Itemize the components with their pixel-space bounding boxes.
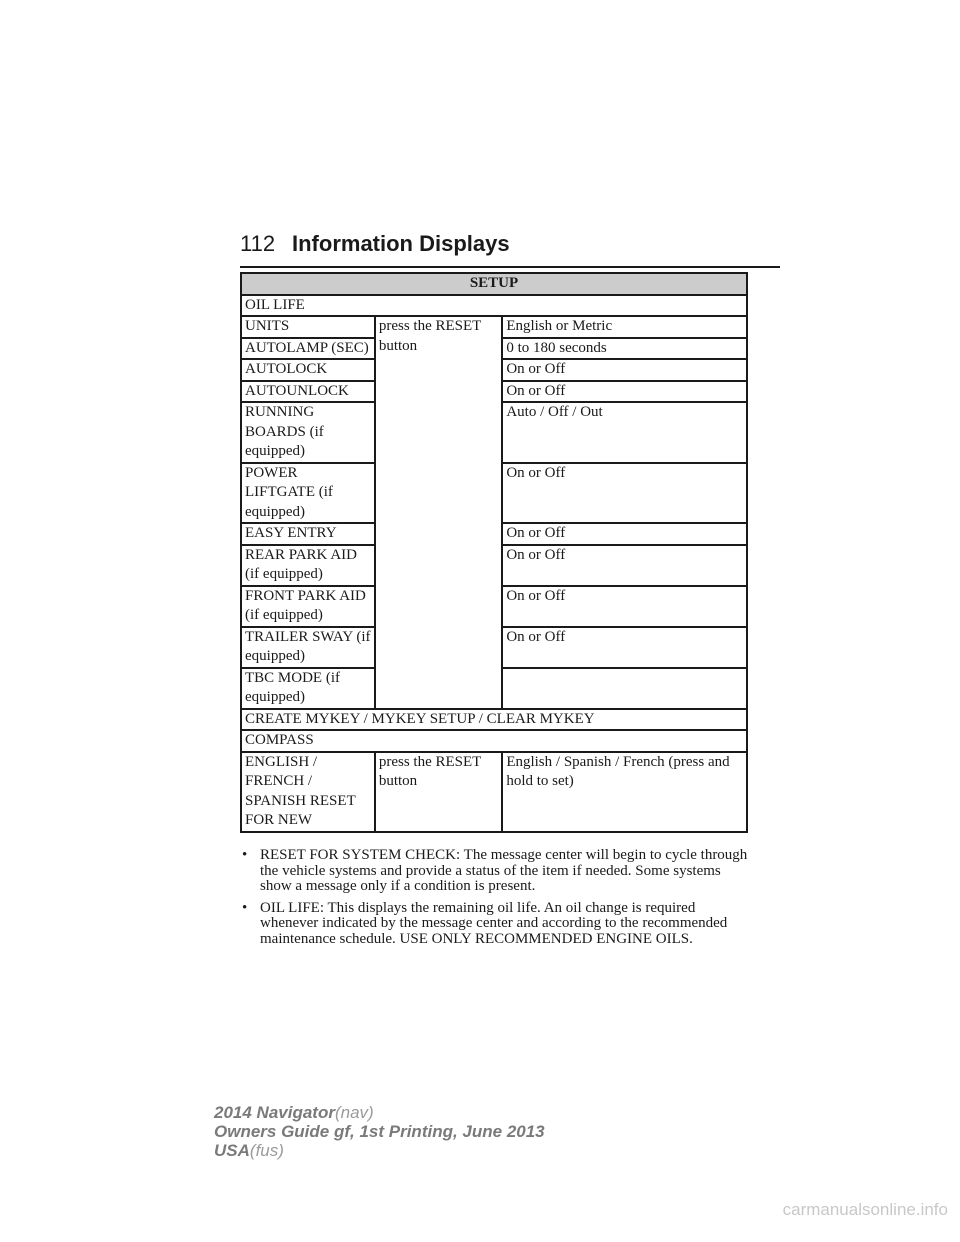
bullet-icon: • — [242, 847, 248, 863]
value-cell: On or Off — [502, 463, 747, 524]
footer-line-model — [214, 1103, 545, 1122]
item-cell: TBC MODE (if equipped) — [241, 668, 375, 709]
table-row — [241, 730, 747, 752]
value-cell: On or Off — [502, 381, 747, 403]
value-cell: On or Off — [502, 359, 747, 381]
setup-table — [240, 272, 748, 833]
footer-region: USA — [214, 1141, 250, 1160]
value-cell: 0 to 180 seconds — [502, 338, 747, 360]
reset-action-cell: press the RESET button — [375, 316, 502, 709]
item-cell: AUTOLOCK — [241, 359, 375, 381]
footer-model: 2014 Navigator — [214, 1103, 335, 1122]
footer-guide: Owners Guide gf, 1st Printing, June 2013 — [214, 1122, 545, 1141]
value-cell: On or Off — [502, 627, 747, 668]
footer-line-guide — [214, 1122, 545, 1141]
oil-life-cell: OIL LIFE — [241, 295, 747, 317]
value-cell: On or Off — [502, 545, 747, 586]
value-cell: English or Metric — [502, 316, 747, 338]
value-cell: English / Spanish / French (press and hold to set) — [502, 752, 747, 832]
table-title-row — [241, 273, 747, 295]
page-number: 112 — [240, 231, 276, 256]
list-item — [240, 848, 750, 895]
item-cell: UNITS — [241, 316, 375, 338]
list-item — [240, 901, 750, 948]
table-row — [241, 295, 747, 317]
action-cell: press the RESET button — [375, 752, 502, 832]
note-text: RESET FOR SYSTEM CHECK: The message center will begin to cycle through the vehicle systems and provide a status of the item if needed. Some systems show a message only if a condition is present. — [260, 847, 748, 894]
watermark: carmanualsonline.info — [782, 1200, 948, 1219]
bullet-icon: • — [242, 899, 248, 916]
header-rule — [240, 266, 780, 268]
item-cell: TRAILER SWAY (if equipped) — [241, 627, 375, 668]
item-cell: EASY ENTRY — [241, 523, 375, 545]
item-cell: FRONT PARK AID (if equipped) — [241, 586, 375, 627]
table-title: SETUP — [241, 273, 747, 295]
section-title: Information Displays — [292, 231, 510, 256]
note-text: OIL LIFE: This displays the remaining oil life. An oil change is required whenever indicated by the message center and according to the recommended maintenance schedule. USE ONLY RECOMMENDED ENGINE OILS. — [260, 899, 728, 947]
compass-cell: COMPASS — [241, 730, 747, 752]
footer-region-code: (fus) — [249, 1141, 284, 1160]
item-cell: REAR PARK AID (if equipped) — [241, 545, 375, 586]
item-cell: AUTOLAMP (SEC) — [241, 338, 375, 360]
item-cell: ENGLISH / FRENCH / SPANISH RESET FOR NEW — [241, 752, 375, 832]
notes-list — [240, 848, 750, 953]
value-cell — [502, 668, 747, 709]
footer-line-region — [214, 1141, 545, 1160]
table-row — [241, 316, 747, 338]
mykey-cell: CREATE MYKEY / MYKEY SETUP / CLEAR MYKEY — [241, 709, 747, 731]
item-cell: AUTOUNLOCK — [241, 381, 375, 403]
value-cell: Auto / Off / Out — [502, 402, 747, 463]
item-cell: RUNNING BOARDS (if equipped) — [241, 402, 375, 463]
footer-model-code: (nav) — [334, 1103, 374, 1122]
document-footer — [214, 1103, 545, 1160]
page-header — [240, 230, 780, 270]
table-row — [241, 709, 747, 731]
value-cell: On or Off — [502, 523, 747, 545]
table-row — [241, 752, 747, 832]
item-cell: POWER LIFTGATE (if equipped) — [241, 463, 375, 524]
value-cell: On or Off — [502, 586, 747, 627]
